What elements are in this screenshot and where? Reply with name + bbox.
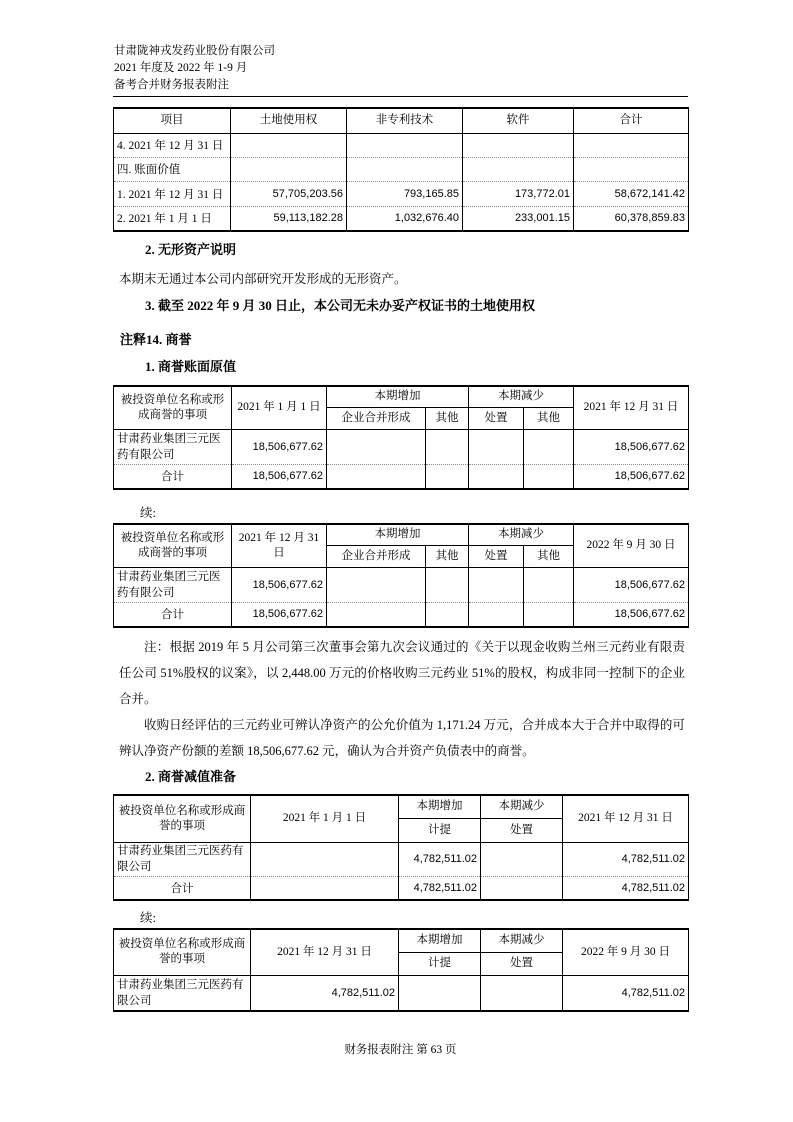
amount-cell: 18,506,677.62 <box>574 464 689 489</box>
table-header-row <box>114 929 689 952</box>
total-row <box>114 602 689 627</box>
sub-column-header: 其他 <box>426 545 469 567</box>
heading-goodwill-cost: 1. 商誉账面原值 <box>145 359 237 374</box>
row-label-cell: 4. 2021 年 12 月 31 日 <box>114 133 231 157</box>
empty-cell <box>469 602 524 627</box>
entity-name-cell: 甘肃药业集团三元医药有限公司 <box>114 975 251 1011</box>
begin-balance-header: 2021 年 12 月 31 日 <box>251 929 399 975</box>
document-header <box>114 43 275 94</box>
table-header-row <box>114 795 689 818</box>
amount-cell: 18,506,677.62 <box>232 429 327 464</box>
sub-column-header: 企业合并形成 <box>327 545 426 567</box>
begin-balance-header: 2021 年 1 月 1 日 <box>232 386 327 429</box>
column-header: 非专利技术 <box>347 108 463 133</box>
end-balance-header: 2021 年 12 月 31 日 <box>563 795 689 842</box>
sub-column-header: 处置 <box>469 407 524 429</box>
amount-cell: 4,782,511.02 <box>563 842 689 876</box>
empty-cell <box>524 429 574 464</box>
amount-cell: 4,782,511.02 <box>251 975 399 1011</box>
entity-column-header: 被投资单位名称或形成商誉的事项 <box>114 929 251 975</box>
amount-cell: 18,506,677.62 <box>232 464 327 489</box>
entity-name-cell: 甘肃药业集团三元医药有限公司 <box>114 429 232 464</box>
paragraph-intangible-note: 本期末无通过本公司内部研究开发形成的无形资产。 <box>119 272 407 286</box>
row-label-cell: 2. 2021 年 1 月 1 日 <box>114 206 231 231</box>
table-row <box>114 133 689 157</box>
amount-cell: 18,506,677.62 <box>574 602 689 627</box>
empty-cell <box>524 464 574 489</box>
column-header: 项目 <box>114 108 231 133</box>
entity-column-header: 被投资单位名称或形成商誉的事项 <box>114 795 251 842</box>
goodwill-impairment-table-2022 <box>113 928 689 1012</box>
sub-column-header: 计提 <box>399 818 481 842</box>
amount-cell: 60,378,859.83 <box>574 206 689 231</box>
heading-land-cert: 3. 截至 2022 年 9 月 30 日止，本公司无未办妥产权证书的土地使用权 <box>145 298 536 313</box>
empty-cell <box>469 567 524 602</box>
empty-cell <box>231 133 347 157</box>
sub-column-header: 处置 <box>481 818 563 842</box>
total-label-cell: 合计 <box>114 876 251 900</box>
increase-group-header: 本期增加 <box>327 524 469 545</box>
amount-cell: 4,782,511.02 <box>399 876 481 900</box>
amount-cell: 18,506,677.62 <box>574 567 689 602</box>
table-row <box>114 975 689 1011</box>
begin-balance-header: 2021 年 12 月 31 日 <box>232 524 327 567</box>
decrease-group-header: 本期减少 <box>469 386 574 407</box>
row-label-cell: 四. 账面价值 <box>114 157 231 181</box>
empty-cell <box>426 567 469 602</box>
sub-column-header: 其他 <box>426 407 469 429</box>
end-balance-header: 2022 年 9 月 30 日 <box>574 524 689 567</box>
amount-cell: 233,001.15 <box>463 206 574 231</box>
empty-cell <box>524 602 574 627</box>
table-row <box>114 206 689 231</box>
empty-cell <box>481 975 563 1011</box>
amount-cell: 18,506,677.62 <box>232 567 327 602</box>
empty-cell <box>327 567 426 602</box>
empty-cell <box>481 842 563 876</box>
sub-column-header: 计提 <box>399 952 481 975</box>
total-row <box>114 464 689 489</box>
amount-cell: 58,672,141.42 <box>574 181 689 206</box>
entity-column-header: 被投资单位名称或形成商誉的事项 <box>114 524 232 567</box>
empty-cell <box>426 464 469 489</box>
report-title: 备考合并财务报表附注 <box>114 79 229 91</box>
empty-cell <box>469 464 524 489</box>
entity-name-cell: 甘肃药业集团三元医药有限公司 <box>114 842 251 876</box>
row-label-cell: 1. 2021 年 12 月 31 日 <box>114 181 231 206</box>
empty-cell <box>327 429 426 464</box>
report-period: 2021 年度及 2022 年 1-9 月 <box>114 62 248 74</box>
sub-column-header: 处置 <box>481 952 563 975</box>
goodwill-cost-table-2021 <box>113 385 689 490</box>
empty-cell <box>251 876 399 900</box>
table-row <box>114 567 689 602</box>
empty-cell <box>426 429 469 464</box>
sub-column-header: 企业合并形成 <box>327 407 426 429</box>
goodwill-impairment-table-2021 <box>113 794 689 901</box>
increase-group-header: 本期增加 <box>327 386 469 407</box>
total-row <box>114 876 689 900</box>
continued-label: 续: <box>140 506 156 520</box>
table-row <box>114 842 689 876</box>
total-label-cell: 合计 <box>114 602 232 627</box>
amount-cell: 4,782,511.02 <box>563 876 689 900</box>
sub-column-header: 其他 <box>524 545 574 567</box>
empty-cell <box>251 842 399 876</box>
paragraph-goodwill-note-1: 注：根据 2019 年 5 月公司第三次董事会第九次会议通过的《关于以现金收购兰州三元药业有限责任公司 51%股权的议案》，以 2,448.00 万元的价格收购三元药业 51%的股权，构成非同一控制下的企业合并。 <box>119 640 685 706</box>
column-header: 土地使用权 <box>231 108 347 133</box>
heading-note14-goodwill: 注释14. 商誉 <box>120 332 192 347</box>
end-balance-header: 2021 年 12 月 31 日 <box>574 386 689 429</box>
empty-cell <box>399 975 481 1011</box>
column-header: 软件 <box>463 108 574 133</box>
amount-cell: 18,506,677.62 <box>232 602 327 627</box>
empty-cell <box>327 602 426 627</box>
column-header: 合计 <box>574 108 689 133</box>
begin-balance-header: 2021 年 1 月 1 日 <box>251 795 399 842</box>
empty-cell <box>463 157 574 181</box>
empty-cell <box>469 429 524 464</box>
amount-cell: 57,705,203.56 <box>231 181 347 206</box>
sub-column-header: 处置 <box>469 545 524 567</box>
end-balance-header: 2022 年 9 月 30 日 <box>563 929 689 975</box>
empty-cell <box>347 157 463 181</box>
empty-cell <box>426 602 469 627</box>
sub-column-header: 其他 <box>524 407 574 429</box>
heading-intangible-note: 2. 无形资产说明 <box>145 242 237 257</box>
header-divider <box>113 96 688 97</box>
empty-cell <box>347 133 463 157</box>
empty-cell <box>574 133 689 157</box>
empty-cell <box>481 876 563 900</box>
amount-cell: 4,782,511.02 <box>563 975 689 1011</box>
empty-cell <box>463 133 574 157</box>
decrease-group-header: 本期减少 <box>481 929 563 952</box>
entity-column-header: 被投资单位名称或形成商誉的事项 <box>114 386 232 429</box>
empty-cell <box>231 157 347 181</box>
table-row <box>114 429 689 464</box>
amount-cell: 173,772.01 <box>463 181 574 206</box>
empty-cell <box>327 464 426 489</box>
amount-cell: 793,165.85 <box>347 181 463 206</box>
intangible-assets-table <box>113 107 689 232</box>
total-label-cell: 合计 <box>114 464 232 489</box>
table-row <box>114 181 689 206</box>
amount-cell: 4,782,511.02 <box>399 842 481 876</box>
table-header-row <box>114 386 689 407</box>
page-footer: 财务报表附注 第 63 页 <box>344 1044 457 1056</box>
goodwill-cost-table-2022 <box>113 523 689 628</box>
amount-cell: 1,032,676.40 <box>347 206 463 231</box>
paragraph-goodwill-note-2: 收购日经评估的三元药业可辨认净资产的公允价值为 1,171.24 万元，合并成本大于合并中取得的可辨认净资产份额的差额 18,506,677.62 元，确认为合并资产负债表中的商誉。 <box>119 718 685 758</box>
decrease-group-header: 本期减少 <box>481 795 563 818</box>
heading-goodwill-impairment: 2. 商誉减值准备 <box>145 769 237 784</box>
company-name: 甘肃陇神戎发药业股份有限公司 <box>114 45 275 57</box>
empty-cell <box>524 567 574 602</box>
table-row <box>114 157 689 181</box>
decrease-group-header: 本期减少 <box>469 524 574 545</box>
entity-name-cell: 甘肃药业集团三元医药有限公司 <box>114 567 232 602</box>
increase-group-header: 本期增加 <box>399 795 481 818</box>
table-header-row <box>114 524 689 545</box>
continued-label: 续: <box>140 911 156 925</box>
table-header-row <box>114 108 689 133</box>
amount-cell: 59,113,182.28 <box>231 206 347 231</box>
increase-group-header: 本期增加 <box>399 929 481 952</box>
empty-cell <box>574 157 689 181</box>
amount-cell: 18,506,677.62 <box>574 429 689 464</box>
